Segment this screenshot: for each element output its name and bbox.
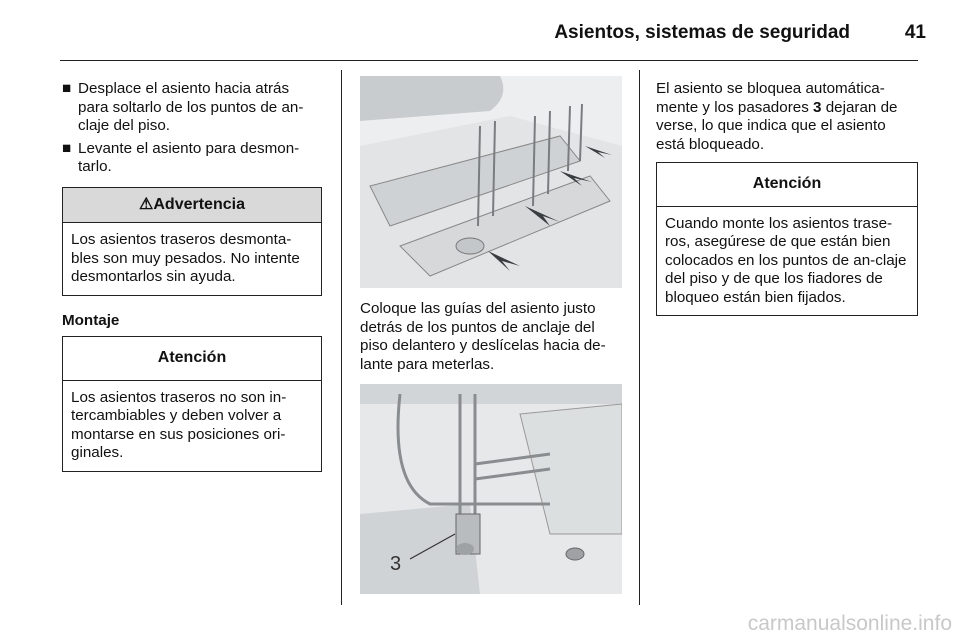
attention-box-body: Cuando monte los asientos trase-ros, asegúrese de que están bien colocados en los puntos de an-claje del piso y de que los fiadores de bloqueo están bien fijados.: [665, 214, 907, 306]
callout-number: 3: [813, 98, 822, 116]
warning-triangle-icon: ⚠: [139, 195, 154, 213]
figure-caption: Coloque las guías del asiento justo detrás de los puntos de anclaje del piso delantero y deslícelas hacia de-lante para meterlas.: [360, 300, 606, 373]
bullet-item: [62, 80, 322, 136]
paragraph-text: El asiento se bloquea automática-mente y los pasadores: [656, 80, 885, 116]
warning-box-body: Los asientos traseros desmonta-bles son muy pesados. No intente desmontarlos sin ayuda.: [71, 231, 300, 285]
attention-box: [656, 162, 918, 316]
attention-box: [62, 336, 322, 472]
seat-anchor-illustration: [360, 384, 622, 594]
column-3: [656, 80, 918, 316]
attention-box-body: Los asientos traseros no son in-tercambiables y deben volver a montarse en sus posiciones ori-ginales.: [71, 388, 287, 461]
bullet-text: Levante el asiento para desmon-tarlo.: [78, 139, 300, 175]
locking-paragraph: [656, 80, 918, 154]
figure-callout-label: 3: [390, 553, 402, 575]
bullet-icon: ■: [62, 80, 72, 97]
paragraph-text: dejaran de verse, lo que indica que el asiento está bloqueado.: [656, 98, 898, 153]
page-number: 41: [904, 22, 926, 43]
warning-box: [62, 187, 322, 296]
attention-box-title: Atención: [63, 337, 321, 381]
bullet-icon: ■: [62, 139, 72, 157]
column-2: [360, 76, 622, 594]
column-divider-right: [639, 70, 640, 605]
attention-box-title: Atención: [657, 163, 917, 207]
footer-watermark: carmanualsonline.info: [747, 612, 952, 635]
section-title: Montaje: [62, 311, 120, 329]
seat-rails-illustration: [360, 76, 622, 288]
header-rule: [60, 60, 918, 61]
page-header-title: Asientos, sistemas de seguridad: [554, 22, 850, 43]
column-1: [62, 80, 322, 472]
warning-box-header: [63, 188, 321, 224]
bullet-item: [62, 140, 322, 177]
bullet-text: Desplace el asiento hacia atrás para soltarlo de los puntos de an-claje del piso.: [78, 80, 304, 134]
column-divider-left: [341, 70, 342, 605]
warning-box-title: Advertencia: [153, 195, 245, 213]
